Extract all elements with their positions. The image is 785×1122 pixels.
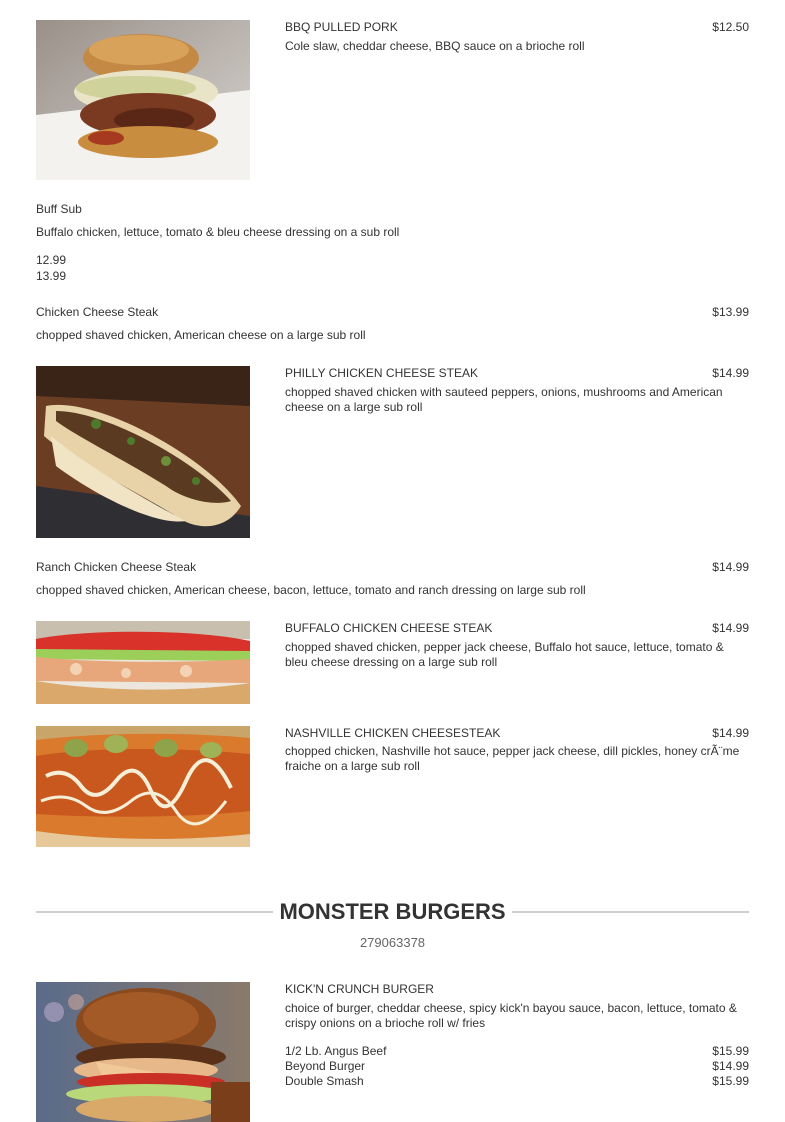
chicken-cheese-steak-price: $13.99 [712, 305, 749, 319]
burger-option-label: Double Smash [285, 1074, 364, 1088]
section-title-text: MONSTER BURGERS [273, 899, 511, 924]
burger-option-price: $14.99 [712, 1059, 749, 1073]
nashville-chicken-cheesesteak-name: NASHVILLE CHICKEN CHEESESTEAK [285, 726, 501, 740]
section-subtitle: 279063378 [359, 935, 426, 950]
burger-option-label: Beyond Burger [285, 1059, 366, 1073]
kickn-crunch-burger-name: KICK'N CRUNCH BURGER [285, 982, 434, 996]
bbq-pulled-pork-description: Cole slaw, cheddar cheese, BBQ sauce on a brioche roll [285, 39, 585, 53]
bbq-pulled-pork-name: BBQ PULLED PORK [285, 20, 398, 34]
buff-sub-price-small: 12.99 [36, 253, 67, 267]
burger-option-label: 1/2 Lb. Angus Beef [285, 1044, 387, 1058]
bbq-pulled-pork-price: $12.50 [712, 20, 749, 34]
kickn-crunch-burger-photo [36, 982, 250, 1122]
bbq-pulled-pork-photo [36, 20, 250, 180]
buffalo-chicken-cheese-steak-description: chopped shaved chicken, pepper jack cheese, Buffalo hot sauce, lettuce, tomato & bleu cheese dressing on a large sub roll [285, 640, 724, 669]
burger-option-price: $15.99 [712, 1074, 749, 1088]
buffalo-chicken-cheese-steak-photo [36, 621, 250, 704]
ranch-chicken-cheese-steak-price: $14.99 [712, 560, 749, 574]
buff-sub-name: Buff Sub [36, 202, 82, 216]
philly-chicken-cheese-steak-name: PHILLY CHICKEN CHEESE STEAK [285, 366, 478, 380]
chicken-cheese-steak-description: chopped shaved chicken, American cheese on a large sub roll [36, 328, 366, 342]
buff-sub-description: Buffalo chicken, lettuce, tomato & bleu cheese dressing on a sub roll [36, 225, 400, 239]
ranch-chicken-cheese-steak-description: chopped shaved chicken, American cheese, bacon, lettuce, tomato and ranch dressing on large sub roll [36, 583, 586, 597]
chicken-cheese-steak-name: Chicken Cheese Steak [36, 305, 159, 319]
section-title [0, 899, 785, 925]
philly-chicken-cheese-steak-description: chopped shaved chicken with sauteed peppers, onions, mushrooms and American cheese on a large sub roll [285, 385, 723, 414]
buffalo-chicken-cheese-steak-price: $14.99 [712, 621, 749, 635]
nashville-chicken-cheesesteak-price: $14.99 [712, 726, 749, 740]
burger-option-price: $15.99 [712, 1044, 749, 1058]
philly-chicken-cheese-steak-price: $14.99 [712, 366, 749, 380]
buffalo-chicken-cheese-steak-name: BUFFALO CHICKEN CHEESE STEAK [285, 621, 493, 635]
nashville-chicken-cheesesteak-description: chopped chicken, Nashville hot sauce, pepper jack cheese, dill pickles, honey crÃ¨me fraiche on a large sub roll [285, 744, 740, 773]
philly-chicken-cheese-steak-photo [36, 366, 250, 538]
buff-sub-price-large: 13.99 [36, 269, 67, 283]
kickn-crunch-burger-description: choice of burger, cheddar cheese, spicy kick'n bayou sauce, bacon, lettuce, tomato & crispy onions on a brioche roll w/ fries [285, 1001, 737, 1030]
nashville-chicken-cheesesteak-photo [36, 726, 250, 847]
ranch-chicken-cheese-steak-name: Ranch Chicken Cheese Steak [36, 560, 197, 574]
